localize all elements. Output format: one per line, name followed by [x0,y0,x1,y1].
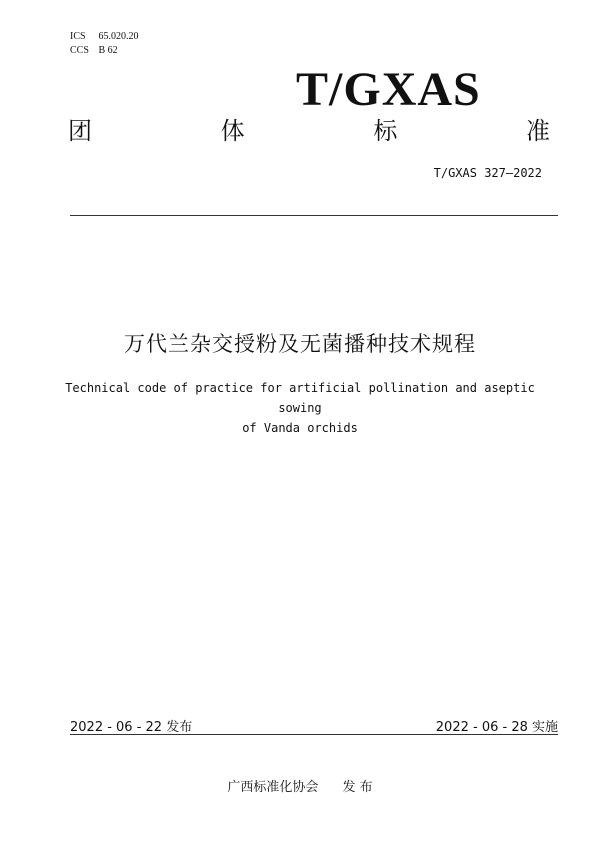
doc-type-char-1: 团 [68,117,92,145]
standard-logo: T/GXAS [296,63,481,116]
doc-type-char-2: 体 [220,117,245,145]
top-divider [70,215,558,216]
title-chinese: 万代兰杂交授粉及无菌播种技术规程 [124,332,476,356]
publisher-action: 发 布 [342,780,373,795]
doc-type-char-4: 准 [525,117,550,145]
bottom-divider [70,734,558,735]
ics-line [70,30,139,44]
ccs-line [70,44,139,58]
ics-label: ICS [70,31,86,42]
ics-value: 65.020.20 [98,31,139,42]
document-type [68,116,550,146]
publisher [0,776,600,795]
title-english-line-1: Technical code of practice for artificial pollination and aseptic sowing [65,381,535,415]
doc-type-char-3: 标 [373,117,398,145]
issue-date: 2022 - 06 - 22 发布 [70,720,193,735]
standard-number: T/GXAS 327—2022 [433,166,542,180]
ccs-label: CCS [70,45,89,56]
title-english-line-2: of Vanda orchids [242,421,358,435]
implementation-date: 2022 - 06 - 28 实施 [435,720,558,735]
ccs-value: B 62 [98,45,118,56]
classification-codes [70,30,139,58]
publisher-name: 广西标准化协会 [227,780,319,795]
title-english [40,378,560,438]
